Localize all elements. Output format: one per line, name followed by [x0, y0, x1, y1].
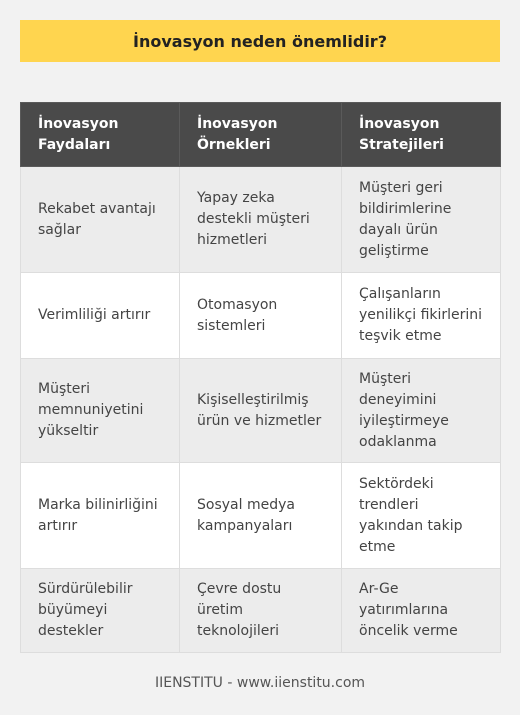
table-row	[21, 569, 501, 653]
table-cell: Ar-Ge yatırımlarına öncelik verme	[342, 569, 501, 653]
table-row	[21, 167, 501, 273]
table-row	[21, 463, 501, 569]
table-row	[21, 273, 501, 359]
table-cell: Çalışanların yenilikçi fikirlerini teşvik etme	[342, 273, 501, 359]
table-cell: Müşteri geri bildirimlerine dayalı ürün geliştirme	[342, 167, 501, 273]
table-cell: Verimliliği artırır	[21, 273, 180, 359]
table-cell: Çevre dostu üretim teknolojileri	[180, 569, 342, 653]
table-cell: Müşteri memnuniyetini yükseltir	[21, 359, 180, 463]
header-cell-examples: İnovasyon Örnekleri	[180, 103, 342, 167]
table-cell: Marka bilinirliğini artırır	[21, 463, 180, 569]
footer-credit: IIENSTITU - www.iienstitu.com	[154, 675, 366, 691]
table-cell: Kişiselleştirilmiş ürün ve hizmetler	[180, 359, 342, 463]
header-cell-strategies: İnovasyon Stratejileri	[342, 103, 501, 167]
table-cell: Yapay zeka destekli müşteri hizmetleri	[180, 167, 342, 273]
header-cell-benefits: İnovasyon Faydaları	[21, 103, 180, 167]
table-cell: Otomasyon sistemleri	[180, 273, 342, 359]
title-banner	[20, 20, 500, 62]
table-cell: Rekabet avantajı sağlar	[21, 167, 180, 273]
innovation-table	[20, 102, 501, 653]
table-cell: Sosyal medya kampanyaları	[180, 463, 342, 569]
table-cell: Sürdürülebilir büyümeyi destekler	[21, 569, 180, 653]
table-header-row	[21, 103, 501, 167]
table-cell: Sektördeki trendleri yakından takip etme	[342, 463, 501, 569]
table-row	[21, 359, 501, 463]
table-cell: Müşteri deneyimini iyileştirmeye odaklanma	[342, 359, 501, 463]
page-title: İnovasyon neden önemlidir?	[133, 31, 387, 51]
